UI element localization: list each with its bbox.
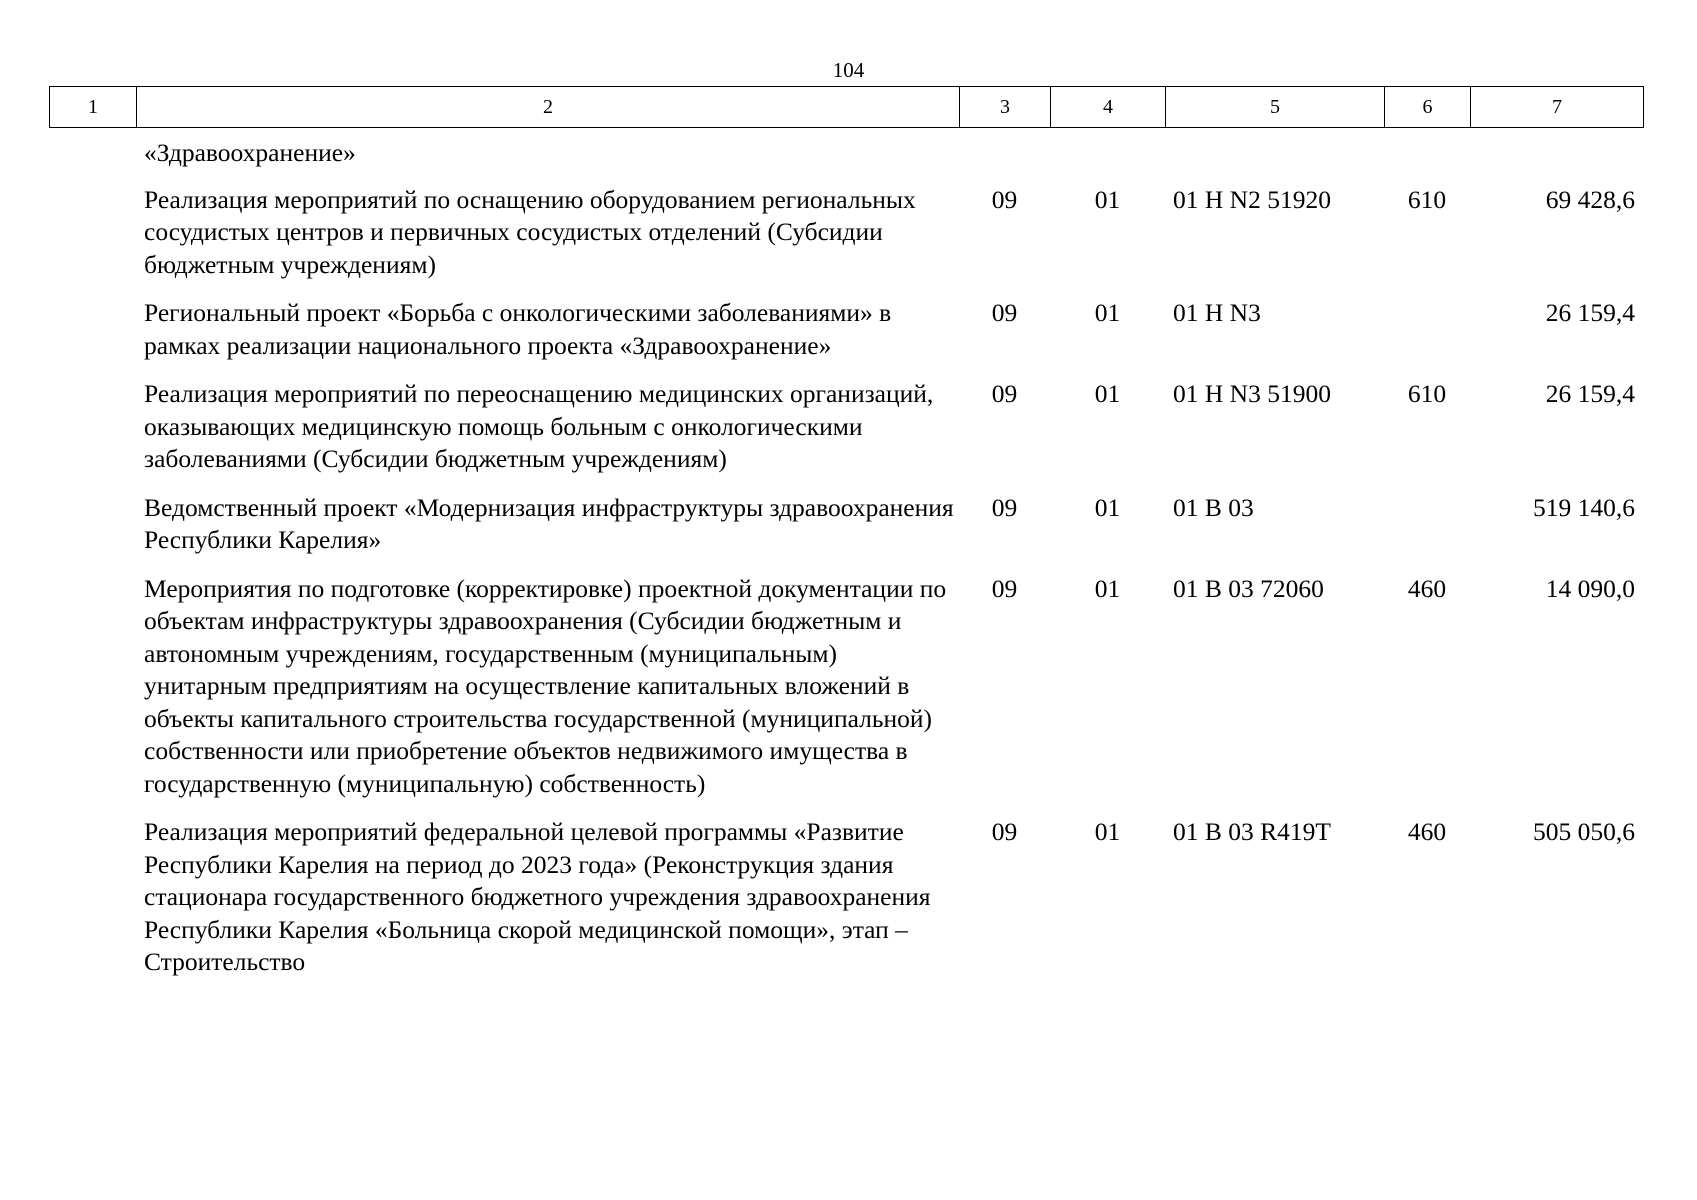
section-code: 09 <box>991 573 1018 603</box>
item-name: Ведомственный проект «Модернизация инфраструктуры здравоохранения Республики Карелия» <box>144 492 954 554</box>
section-code: 09 <box>991 492 1018 522</box>
target-article-code: 01 Н N3 <box>1173 298 1261 327</box>
item-name: Реализация мероприятий по переоснащению медицинских организаций, оказывающих медицинскую помощь больным с онкологическими заболеваниями (Субсидии бюджетным учреждениям) <box>144 379 934 473</box>
header-row <box>50 87 1644 128</box>
header-cell-6: 6 <box>1385 87 1471 128</box>
row-number-cell <box>49 297 136 362</box>
table-row <box>49 573 1643 801</box>
amount: 505 050,6 <box>1533 817 1635 846</box>
section-code: 09 <box>991 817 1018 846</box>
header-cell-3: 3 <box>960 87 1051 128</box>
item-name: «Здравоохранение» <box>144 138 356 167</box>
target-article-code: 01 Н N2 51920 <box>1173 184 1331 214</box>
subsection-code: 01 <box>1094 492 1121 522</box>
header-cell-1: 1 <box>50 87 137 128</box>
budget-table-body <box>49 137 1643 995</box>
section-code: 09 <box>991 298 1018 327</box>
row-number-cell <box>49 378 136 476</box>
row-number-cell <box>49 137 136 170</box>
subsection-code <box>1050 137 1165 170</box>
expense-type-code <box>1384 137 1470 170</box>
expense-type-code: 610 <box>1407 184 1447 214</box>
subsection-code: 01 <box>1094 573 1121 603</box>
expense-type-code <box>1384 297 1470 362</box>
target-article-code: 01 Н N3 51900 <box>1173 379 1331 408</box>
expense-type-code: 610 <box>1407 379 1447 408</box>
target-article-code: 01 В 03 72060 <box>1173 573 1324 603</box>
table-row <box>49 297 1643 362</box>
subsection-code: 01 <box>1094 379 1121 408</box>
page-number: 104 <box>832 58 865 82</box>
item-name: Реализация мероприятий по оснащению оборудованием региональных сосудистых центров и первичных сосудистых отделений (Субсидии бюджетным учреждениям) <box>144 184 916 279</box>
table-row <box>49 184 1643 282</box>
table-row <box>49 137 1643 170</box>
expense-type-code: 460 <box>1407 817 1447 846</box>
section-code: 09 <box>991 184 1018 214</box>
item-name: Региональный проект «Борьба с онкологическими заболеваниями» в рамках реализации национального проекта «Здравоохранение» <box>144 298 892 360</box>
amount: 26 159,4 <box>1545 379 1635 408</box>
subsection-code: 01 <box>1094 298 1121 327</box>
item-name: Мероприятия по подготовке (корректировке) проектной документации по объектам инфраструктуры здравоохранения (Субсидии бюджетным и автономным учреждениям, государственным (муниципальным) унитарным предприятиям на осуществление капитальных вложений в объекты капитального строительства государственной (муниципальной) собственности или приобретение объектов недвижимого имущества в государственную (муниципальную) собственность) <box>144 573 947 798</box>
item-name: Реализация мероприятий федеральной целевой программы «Развитие Республики Карелия на период до 2023 года» (Реконструкция здания стационара государственного бюджетного учреждения здравоохранения Республики Карелия «Больница скорой медицинской помощи», этап – Строительство <box>144 817 931 976</box>
table-row <box>49 378 1643 476</box>
subsection-code: 01 <box>1094 817 1121 846</box>
section-code: 09 <box>991 379 1018 408</box>
table-row <box>49 492 1643 557</box>
amount: 69 428,6 <box>1545 184 1635 214</box>
header-cell-7: 7 <box>1471 87 1644 128</box>
section-code <box>959 137 1050 170</box>
column-number-header <box>49 86 1644 128</box>
target-article-code: 01 В 03 R419Т <box>1173 817 1331 846</box>
subsection-code: 01 <box>1094 184 1121 214</box>
table-row <box>49 816 1643 979</box>
target-article-code: 01 В 03 <box>1173 492 1254 522</box>
header-cell-5: 5 <box>1166 87 1385 128</box>
row-number-cell <box>49 184 136 282</box>
expense-type-code <box>1384 492 1470 557</box>
header-cell-4: 4 <box>1051 87 1166 128</box>
amount <box>1470 137 1643 170</box>
amount: 26 159,4 <box>1545 298 1635 327</box>
target-article-code <box>1165 137 1384 170</box>
header-cell-2: 2 <box>137 87 960 128</box>
row-number-cell <box>49 492 136 557</box>
amount: 14 090,0 <box>1545 573 1635 603</box>
row-number-cell <box>49 816 136 979</box>
row-number-cell <box>49 573 136 801</box>
expense-type-code: 460 <box>1407 573 1447 603</box>
amount: 519 140,6 <box>1533 492 1635 522</box>
